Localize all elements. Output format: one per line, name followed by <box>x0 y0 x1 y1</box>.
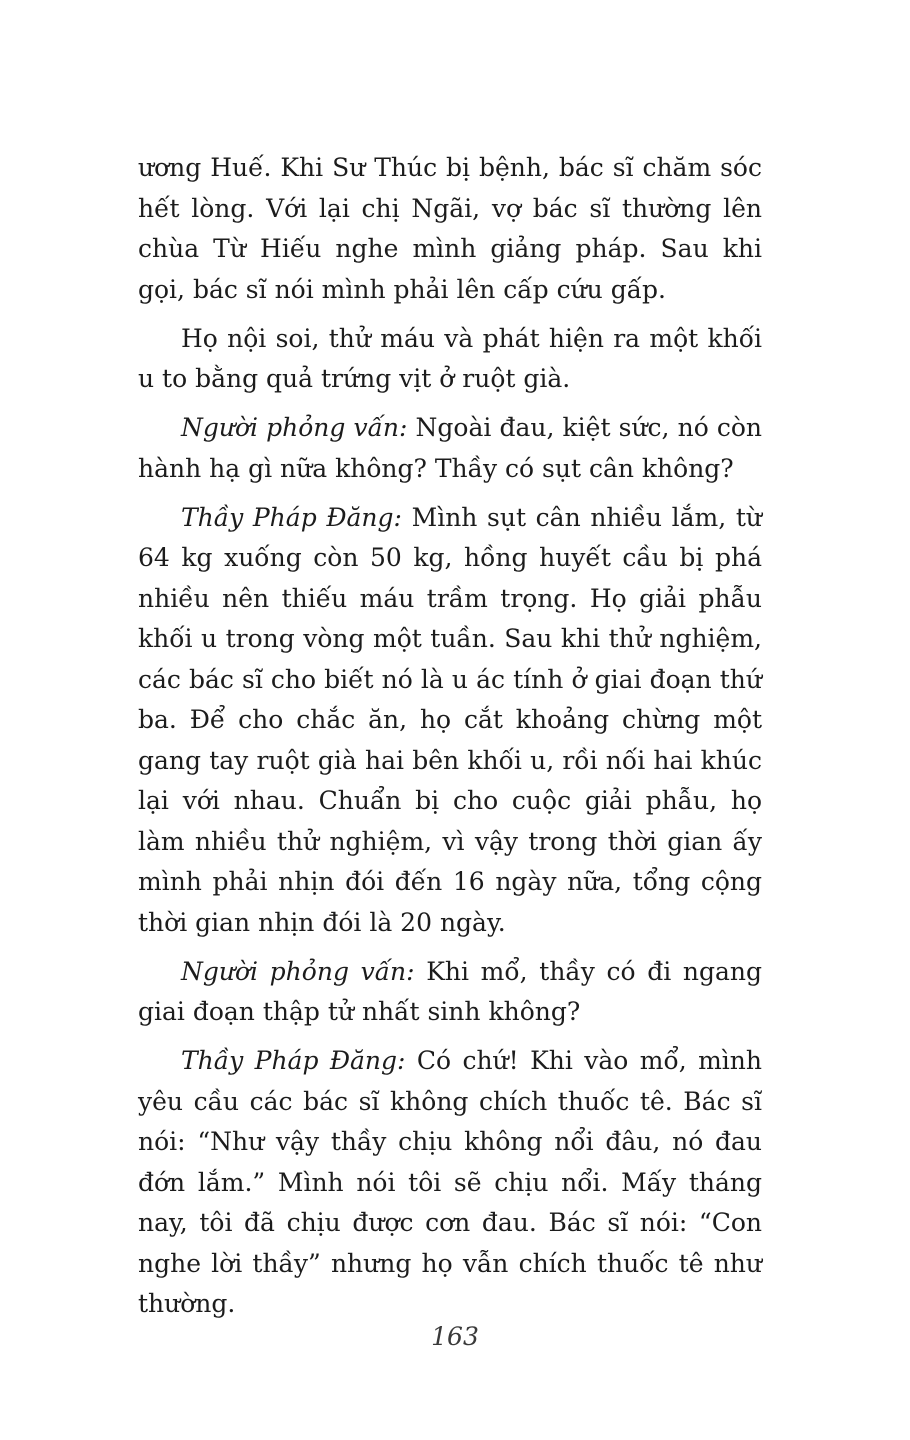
paragraph-text: Có chứ! Khi vào mổ, mình yêu cầu các bác sĩ không chích thuốc tê. Bác sĩ nói: “Như vậy thầy chịu không nổi đâu, nó đau đớn lắm.” Mình nói tôi sẽ chịu nổi. Mấy tháng nay, tôi đã chịu được cơn đau. Bác sĩ nói: “Con nghe lời thầy” nhưng họ vẫn chích thuốc tê như thường. <box>138 1046 762 1318</box>
paragraph-5 <box>138 952 762 1033</box>
paragraph-1 <box>138 148 762 310</box>
speaker-label: Người phỏng vấn: <box>181 413 408 442</box>
speaker-label: Người phỏng vấn: <box>181 956 415 986</box>
paragraph-text: Khi mổ, thầy có đi ngang giai đoạn thập tử nhất sinh không? <box>138 956 762 1026</box>
paragraph-4 <box>138 498 762 944</box>
page-number: 163 <box>431 1322 479 1351</box>
paragraph-text: ương Huế. Khi Sư Thúc bị bệnh, bác sĩ chăm sóc hết lòng. Với lại chị Ngãi, vợ bác sĩ thường lên chùa Từ Hiếu nghe mình giảng pháp. Sau khi gọi, bác sĩ nói mình phải lên cấp cứu gấp. <box>138 153 762 304</box>
page-body <box>138 148 762 1333</box>
paragraph-text: Họ nội soi, thử máu và phát hiện ra một khối u to bằng quả trứng vịt ở ruột già. <box>138 323 762 393</box>
paragraph-6 <box>138 1041 762 1325</box>
speaker-label: Thầy Pháp Đăng: <box>181 1046 406 1075</box>
paragraph-3 <box>138 408 762 489</box>
paragraph-2 <box>138 319 762 400</box>
paragraph-text: Mình sụt cân nhiều lắm, từ 64 kg xuống còn 50 kg, hồng huyết cầu bị phá nhiều nên thiếu máu trầm trọng. Họ giải phẫu khối u trong vòng một tuần. Sau khi thử nghiệm, các bác sĩ cho biết nó là u ác tính ở giai đoạn thứ ba. Để cho chắc ăn, họ cắt khoảng chừng một gang tay ruột già hai bên khối u, rồi nối hai khúc lại với nhau. Chuẩn bị cho cuộc giải phẫu, họ làm nhiều thử nghiệm, vì vậy trong thời gian ấy mình phải nhịn đói đến 16 ngày nữa, tổng cộng thời gian nhịn đói là 20 ngày. <box>138 502 762 937</box>
paragraph-text: Ngoài đau, kiệt sức, nó còn hành hạ gì nữa không? Thầy có sụt cân không? <box>138 413 762 483</box>
speaker-label: Thầy Pháp Đăng: <box>181 502 402 532</box>
